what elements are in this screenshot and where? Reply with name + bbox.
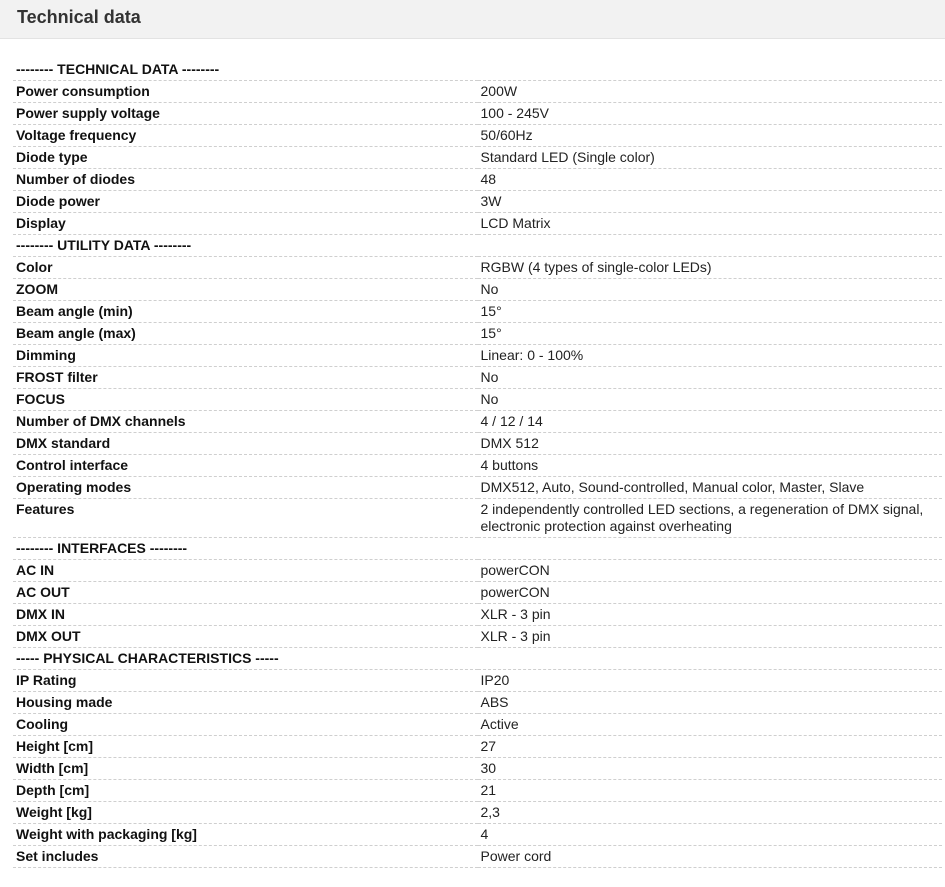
spec-value: DMX 512 (478, 433, 943, 455)
section-header-row (13, 538, 942, 560)
spec-label: Voltage frequency (13, 125, 478, 147)
spec-row (13, 433, 942, 455)
spec-label: DMX OUT (13, 626, 478, 648)
spec-label: Number of diodes (13, 169, 478, 191)
spec-value: RGBW (4 types of single-color LEDs) (478, 257, 943, 279)
spec-value: 3W (478, 191, 943, 213)
spec-label: FROST filter (13, 367, 478, 389)
spec-row (13, 604, 942, 626)
spec-label: Number of DMX channels (13, 411, 478, 433)
tech-data-table (13, 59, 942, 868)
spec-label: Power supply voltage (13, 103, 478, 125)
spec-value: DMX512, Auto, Sound-controlled, Manual color, Master, Slave (478, 477, 943, 499)
spec-row (13, 257, 942, 279)
spec-row (13, 758, 942, 780)
spec-label: Diode power (13, 191, 478, 213)
tech-data-table-body (13, 59, 942, 868)
spec-value: ABS (478, 692, 943, 714)
section-header-row (13, 59, 942, 81)
page-title: Technical data (17, 6, 141, 27)
spec-row (13, 81, 942, 103)
spec-label: Width [cm] (13, 758, 478, 780)
spec-value: 30 (478, 758, 943, 780)
spec-row (13, 103, 942, 125)
spec-value: XLR - 3 pin (478, 604, 943, 626)
spec-value: 27 (478, 736, 943, 758)
spec-value: 4 buttons (478, 455, 943, 477)
spec-value: No (478, 389, 943, 411)
spec-value: 15° (478, 323, 943, 345)
spec-label: Housing made (13, 692, 478, 714)
spec-value: Power cord (478, 846, 943, 868)
spec-row (13, 191, 942, 213)
spec-label: DMX standard (13, 433, 478, 455)
spec-row (13, 279, 942, 301)
spec-label: Weight with packaging [kg] (13, 824, 478, 846)
section-title: -------- UTILITY DATA -------- (13, 235, 942, 257)
spec-label: Depth [cm] (13, 780, 478, 802)
spec-label: FOCUS (13, 389, 478, 411)
spec-value: IP20 (478, 670, 943, 692)
spec-label: AC IN (13, 560, 478, 582)
spec-label: Weight [kg] (13, 802, 478, 824)
spec-value: Standard LED (Single color) (478, 147, 943, 169)
spec-label: Set includes (13, 846, 478, 868)
spec-label: Color (13, 257, 478, 279)
spec-row (13, 389, 942, 411)
spec-row (13, 169, 942, 191)
spec-value: No (478, 367, 943, 389)
spec-row (13, 323, 942, 345)
spec-value: 21 (478, 780, 943, 802)
spec-label: Diode type (13, 147, 478, 169)
spec-label: Control interface (13, 455, 478, 477)
spec-row (13, 455, 942, 477)
spec-row (13, 367, 942, 389)
spec-value: 2 independently controlled LED sections, a regeneration of DMX signal, electronic protection against overheating (478, 499, 943, 538)
spec-row (13, 802, 942, 824)
spec-row (13, 582, 942, 604)
spec-value: 50/60Hz (478, 125, 943, 147)
spec-label: Cooling (13, 714, 478, 736)
spec-label: AC OUT (13, 582, 478, 604)
spec-label: ZOOM (13, 279, 478, 301)
spec-row (13, 125, 942, 147)
spec-label: Beam angle (min) (13, 301, 478, 323)
spec-label: Operating modes (13, 477, 478, 499)
spec-value: 2,3 (478, 802, 943, 824)
spec-label: Power consumption (13, 81, 478, 103)
spec-row (13, 714, 942, 736)
spec-value: 4 / 12 / 14 (478, 411, 943, 433)
spec-row (13, 147, 942, 169)
section-title: ----- PHYSICAL CHARACTERISTICS ----- (13, 648, 942, 670)
spec-row (13, 780, 942, 802)
spec-value: 15° (478, 301, 943, 323)
spec-row (13, 301, 942, 323)
spec-row (13, 846, 942, 868)
spec-value: 100 - 245V (478, 103, 943, 125)
spec-row (13, 560, 942, 582)
spec-value: XLR - 3 pin (478, 626, 943, 648)
spec-label: Beam angle (max) (13, 323, 478, 345)
spec-row (13, 692, 942, 714)
spec-row (13, 345, 942, 367)
spec-row (13, 477, 942, 499)
spec-value: 48 (478, 169, 943, 191)
spec-value: Active (478, 714, 943, 736)
spec-value: LCD Matrix (478, 213, 943, 235)
spec-row (13, 626, 942, 648)
spec-value: Linear: 0 - 100% (478, 345, 943, 367)
spec-value: 4 (478, 824, 943, 846)
section-header-row (13, 235, 942, 257)
header-bar (0, 0, 945, 39)
spec-row (13, 736, 942, 758)
spec-value: No (478, 279, 943, 301)
spec-label: Height [cm] (13, 736, 478, 758)
spec-value: 200W (478, 81, 943, 103)
spec-label: DMX IN (13, 604, 478, 626)
spec-value: powerCON (478, 582, 943, 604)
spec-label: Dimming (13, 345, 478, 367)
section-header-row (13, 648, 942, 670)
section-title: -------- TECHNICAL DATA -------- (13, 59, 942, 81)
spec-label: Features (13, 499, 478, 538)
spec-row (13, 213, 942, 235)
spec-label: Display (13, 213, 478, 235)
spec-label: IP Rating (13, 670, 478, 692)
tech-data-content (0, 39, 932, 868)
section-title: -------- INTERFACES -------- (13, 538, 942, 560)
spec-value: powerCON (478, 560, 943, 582)
spec-row (13, 499, 942, 538)
spec-row (13, 824, 942, 846)
spec-row (13, 411, 942, 433)
spec-row (13, 670, 942, 692)
